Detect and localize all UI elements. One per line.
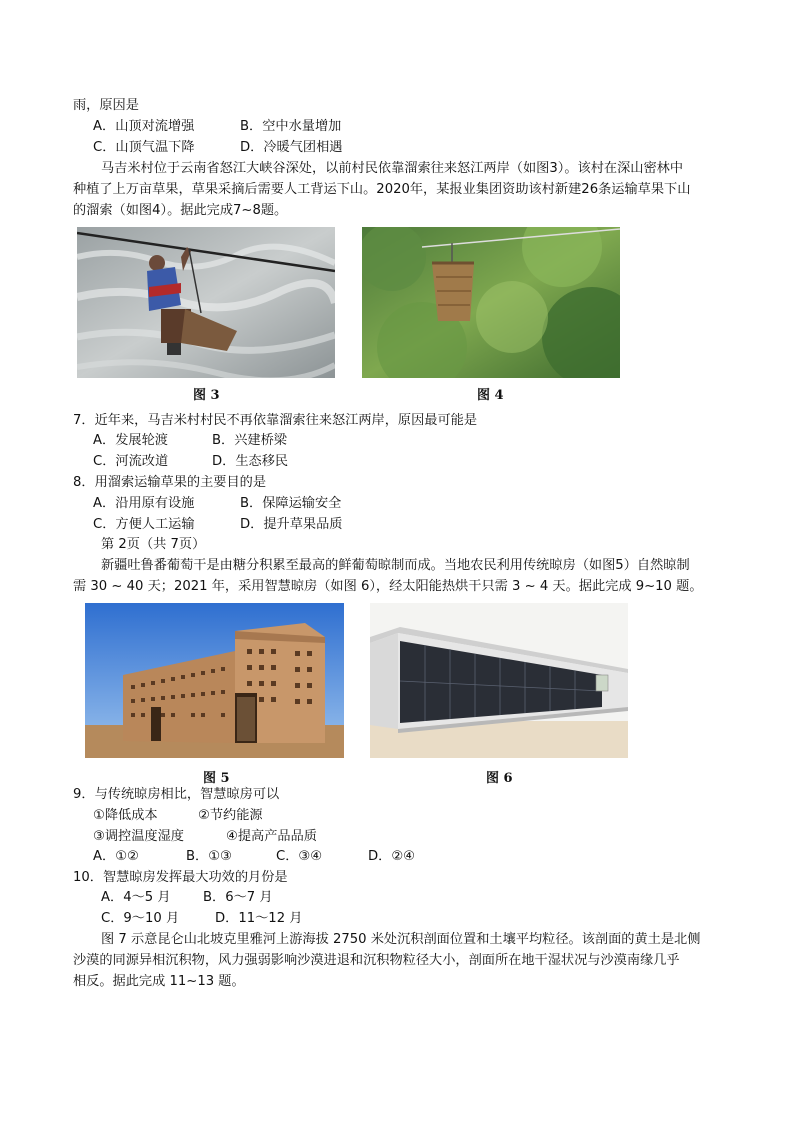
q10-option-a: A．4～5 月 bbox=[101, 890, 171, 905]
figure-4-caption: 图 4 bbox=[477, 388, 504, 403]
prev-option-a: A．山顶对流增强 bbox=[93, 119, 195, 134]
q9-option-a: A．①② bbox=[93, 849, 139, 864]
figure-5-caption: 图 5 bbox=[203, 771, 230, 786]
passage3-line-3: 相反。据此完成 11~13 题。 bbox=[73, 974, 245, 989]
q8-stem: 8．用溜索运输草果的主要目的是 bbox=[73, 475, 267, 490]
figure-3-caption: 图 3 bbox=[193, 388, 220, 403]
q7-stem: 7．近年来，马吉米村村民不再依靠溜索往来怒江两岸，原因最可能是 bbox=[73, 413, 478, 428]
q8-option-b: B．保障运输安全 bbox=[240, 496, 342, 511]
q9-stem: 9．与传统晾房相比，智慧晾房可以 bbox=[73, 787, 280, 802]
q7-option-a: A．发展轮渡 bbox=[93, 433, 168, 448]
q9-item-3: ③调控温度湿度 bbox=[93, 829, 184, 844]
prev-option-c: C．山顶气温下降 bbox=[93, 140, 195, 155]
passage2-line-2: 需 30 ~ 40 天；2021 年，采用智慧晾房（如图 6），经太阳能热烘干只需 3 ~ 4 天。据此完成 9~10 题。 bbox=[73, 579, 703, 594]
q9-item-4: ④提高产品品质 bbox=[226, 829, 317, 844]
q10-option-b: B．6～7 月 bbox=[203, 890, 273, 905]
q9-option-d: D．②④ bbox=[368, 849, 415, 864]
q8-option-d: D．提升草果品质 bbox=[240, 517, 343, 532]
figure-3-photo bbox=[77, 227, 335, 378]
q8-option-c: C．方便人工运输 bbox=[93, 517, 195, 532]
prev-option-b: B．空中水量增加 bbox=[240, 119, 342, 134]
figure-5-photo bbox=[85, 603, 344, 758]
prev-option-d: D．冷暖气团相遇 bbox=[240, 140, 343, 155]
q9-option-b: B．①③ bbox=[186, 849, 232, 864]
q7-option-b: B．兴建桥梁 bbox=[212, 433, 287, 448]
passage3-line-2: 沙漠的同源异相沉积物，风力强弱影响沙漠进退和沉积物粒径大小，剖面所在地干湿状况与沙漠南缘几乎 bbox=[73, 953, 680, 968]
q10-stem: 10．智慧晾房发挥最大功效的月份是 bbox=[73, 870, 288, 885]
passage3-line-1: 图 7 示意昆仑山北坡克里雅河上游海拔 2750 米处沉积剖面位置和土壤平均粒径。该剖面的黄土是北侧 bbox=[101, 932, 701, 947]
page-marker: 第 2页（共 7页） bbox=[101, 537, 206, 552]
passage1-line-2: 种植了上万亩草果，草果采摘后需要人工背运下山。2020年，某报业集团资助该村新建26条运输草果下山 bbox=[73, 182, 691, 197]
figure-6-caption: 图 6 bbox=[486, 771, 513, 786]
figure-6-photo bbox=[370, 603, 628, 758]
passage1-line-3: 的溜索（如图4）。据此完成7~8题。 bbox=[73, 203, 288, 218]
figure-4-photo bbox=[362, 227, 620, 378]
q7-option-c: C．河流改道 bbox=[93, 454, 169, 469]
q8-option-a: A．沿用原有设施 bbox=[93, 496, 195, 511]
q9-option-c: C．③④ bbox=[276, 849, 323, 864]
passage2-line-1: 新疆吐鲁番葡萄干是由糖分积累至最高的鲜葡萄晾制而成。当地农民利用传统晾房（如图5）自然晾制 bbox=[101, 558, 690, 573]
passage1-line-1: 马吉米村位于云南省怒江大峡谷深处，以前村民依靠溜索往来怒江两岸（如图3）。该村在深山密林中 bbox=[101, 161, 684, 176]
intro-tail: 雨，原因是 bbox=[73, 98, 139, 113]
q10-option-c: C．9～10 月 bbox=[101, 911, 180, 926]
q7-option-d: D．生态移民 bbox=[212, 454, 289, 469]
q9-item-2: ②节约能源 bbox=[198, 808, 263, 823]
q10-option-d: D．11～12 月 bbox=[215, 911, 303, 926]
q9-item-1: ①降低成本 bbox=[93, 808, 158, 823]
